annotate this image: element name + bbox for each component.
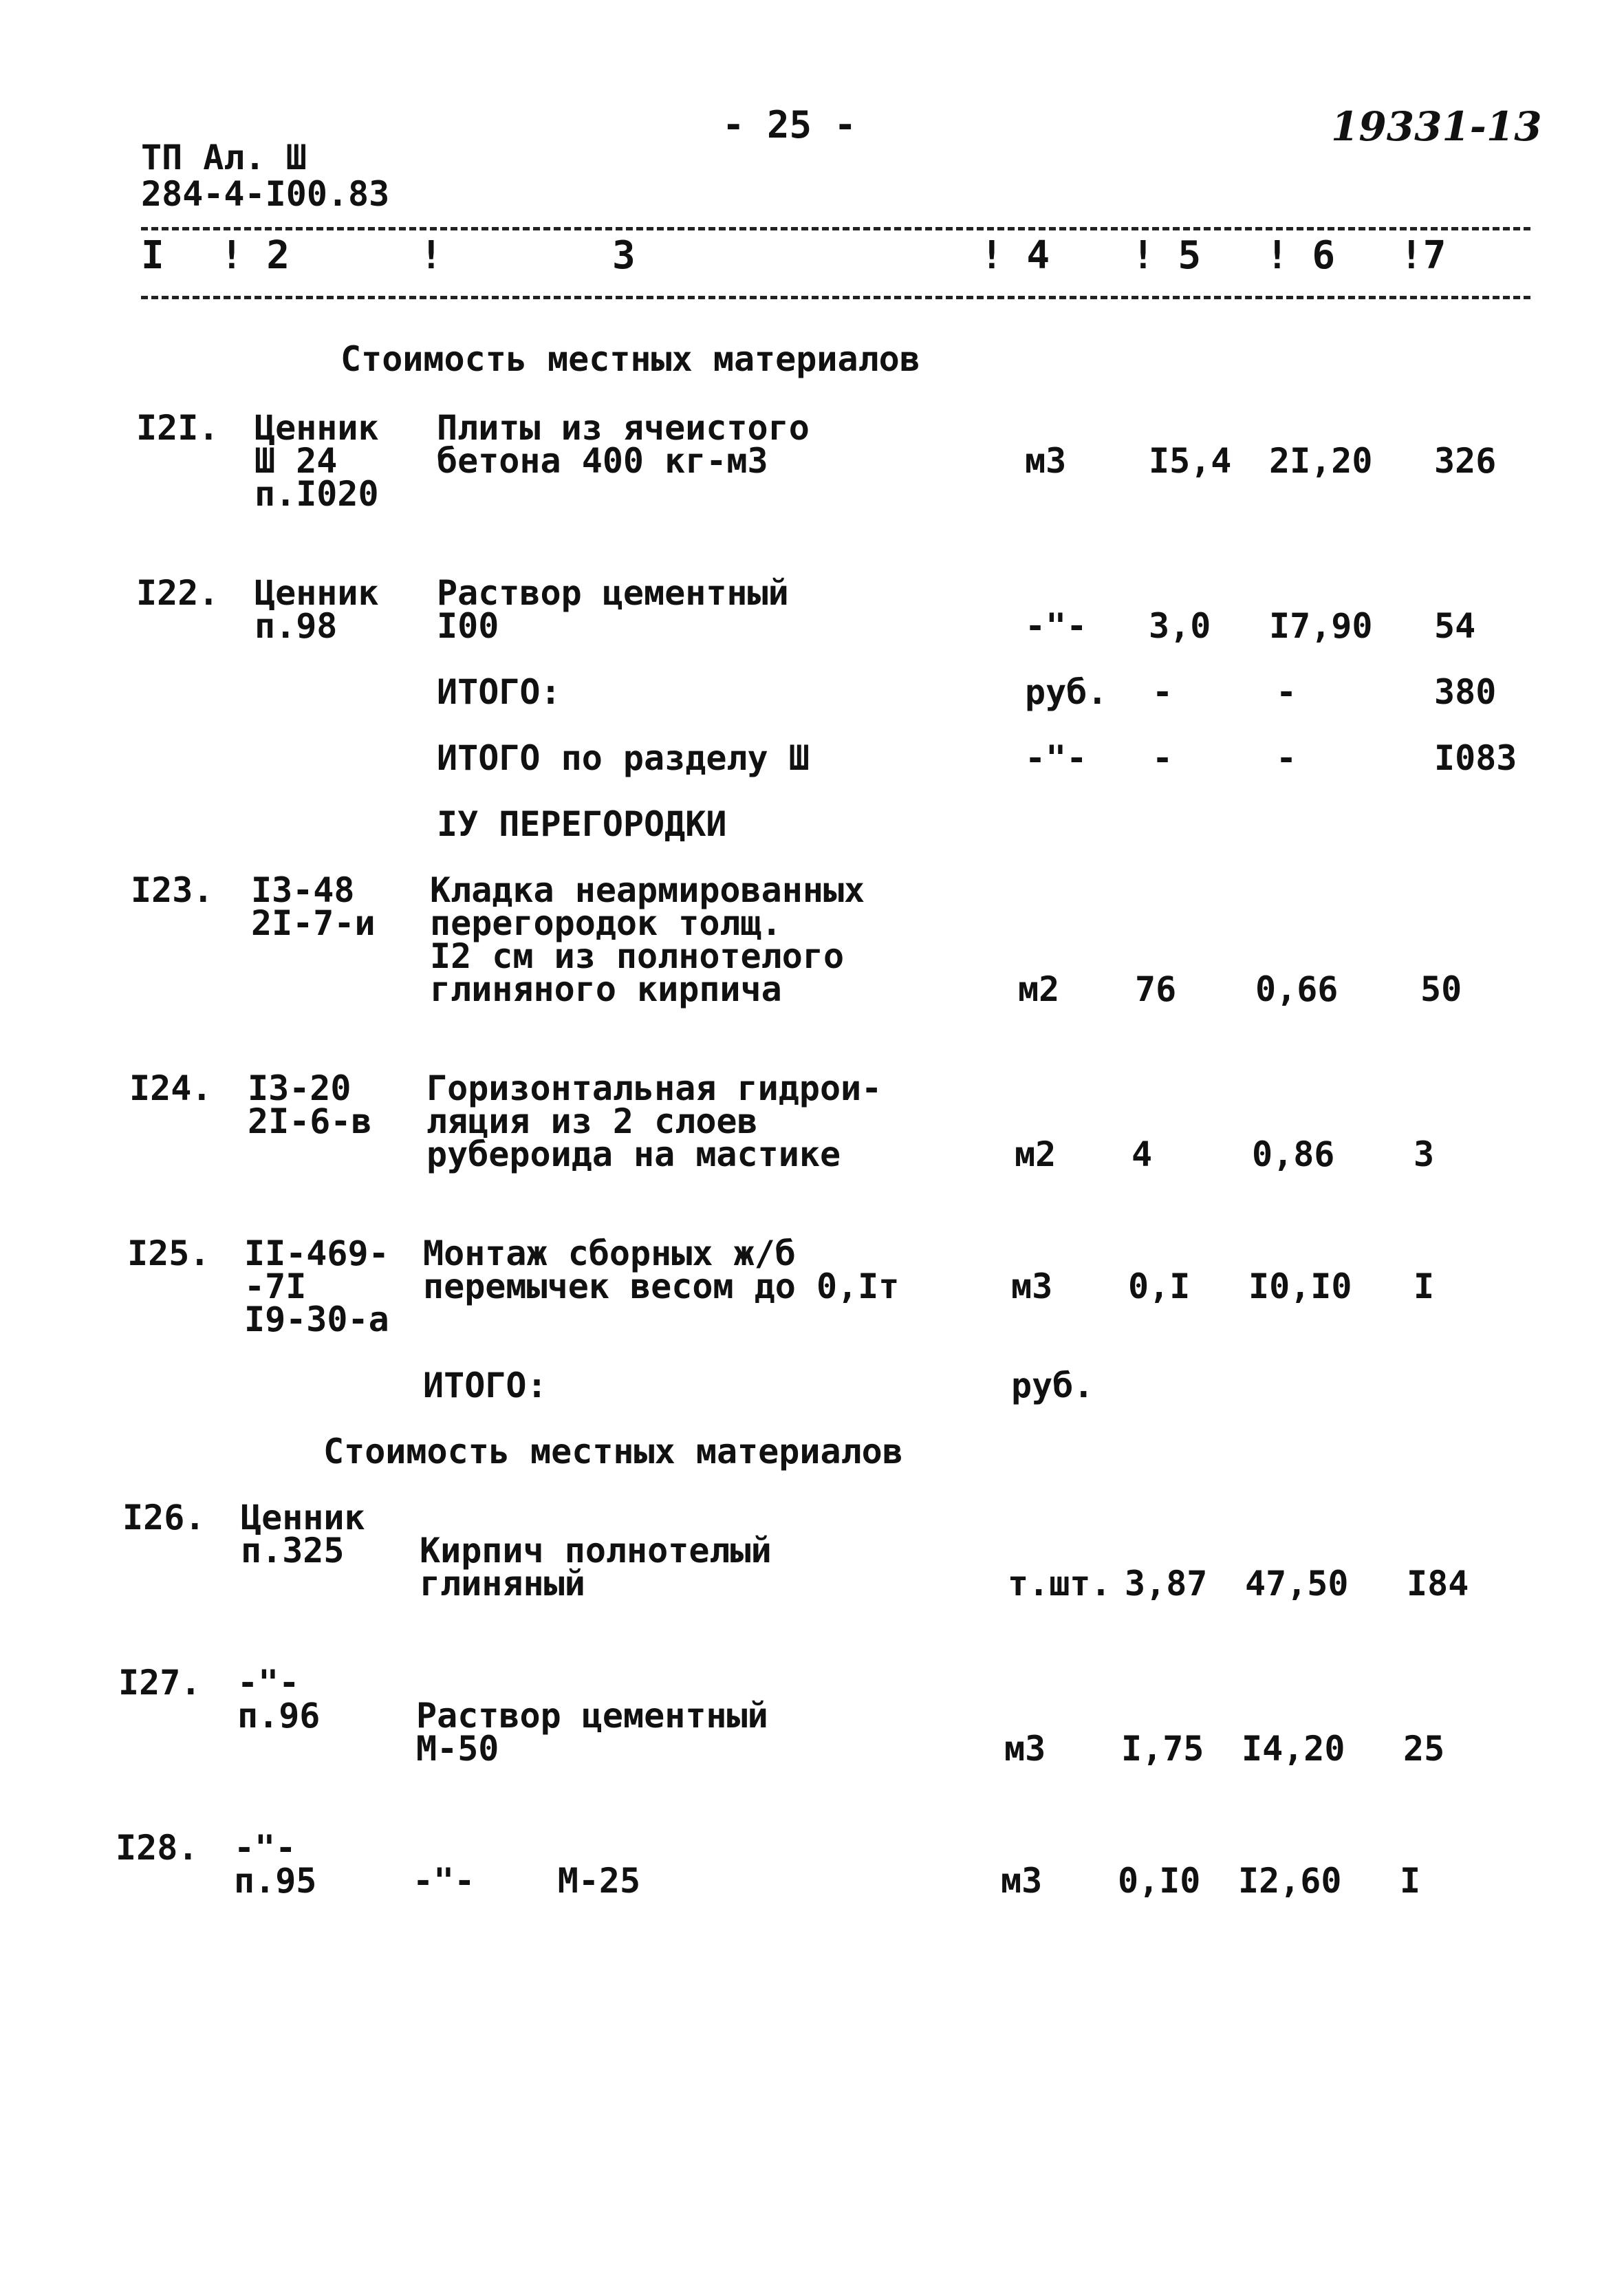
row-121-total: 326	[1434, 441, 1497, 481]
row-123-unit: м2	[1018, 969, 1060, 1009]
row-127-unit: м3	[1004, 1729, 1046, 1769]
row-126-total: I84	[1407, 1564, 1469, 1604]
col-2: ! 2	[220, 233, 290, 278]
row-124-desc-2: ляция из 2 слоев	[426, 1101, 758, 1141]
row-123-total: 50	[1420, 969, 1462, 1009]
row-125-price: I0,I0	[1248, 1266, 1352, 1306]
row-125-total: I	[1414, 1266, 1435, 1306]
row-126-qty: 3,87	[1125, 1564, 1208, 1604]
row-127-desc-2: М-50	[416, 1729, 499, 1769]
row-122-code-2: п.98	[255, 606, 338, 646]
col-sep: !	[420, 233, 443, 278]
row-123-desc-4: глиняного кирпича	[430, 969, 782, 1009]
row-126-code-1: Ценник	[241, 1498, 365, 1538]
section-iv-title: IУ ПЕРЕГОРОДКИ	[437, 804, 727, 844]
row-123-desc-1: Кладка неармированных	[430, 870, 865, 910]
row-121-desc-1: Плиты из ячеистого	[437, 408, 810, 448]
row-127-code-1: -"-	[237, 1663, 300, 1703]
row-123-qty: 76	[1135, 969, 1177, 1009]
total-2-unit: руб.	[1011, 1366, 1094, 1405]
row-122-qty: 3,0	[1149, 606, 1211, 646]
row-125-qty: 0,I	[1128, 1266, 1191, 1306]
row-121-unit: м3	[1025, 441, 1067, 481]
row-126-desc-2: глиняный	[420, 1564, 585, 1604]
row-123-price: 0,66	[1255, 969, 1339, 1009]
row-127-price: I4,20	[1242, 1729, 1345, 1769]
row-122-total: 54	[1434, 606, 1476, 646]
row-125-code-2: -7I	[244, 1266, 307, 1306]
row-126-num: I26.	[122, 1498, 206, 1538]
row-124-code-2: 2I-6-в	[248, 1101, 372, 1141]
row-125-unit: м3	[1011, 1266, 1053, 1306]
row-123-code-1: I3-48	[251, 870, 355, 910]
row-128-qty: 0,I0	[1118, 1861, 1201, 1901]
row-121-price: 2I,20	[1269, 441, 1373, 481]
col-3: 3	[612, 233, 636, 278]
total-2-label: ИТОГО:	[423, 1366, 548, 1405]
row-127-desc-1: Раствор цементный	[416, 1696, 768, 1736]
header-rule-bottom	[141, 296, 1530, 299]
row-122-price: I7,90	[1269, 606, 1373, 646]
col-4: ! 4	[980, 233, 1050, 278]
section-local-materials-2: Стоимость местных материалов	[323, 1432, 903, 1471]
row-121-desc-2: бетона 400 кг-м3	[437, 441, 768, 481]
total-section-3-total: I083	[1434, 738, 1517, 778]
total-1-qty: -	[1152, 672, 1173, 712]
row-126-price: 47,50	[1245, 1564, 1349, 1604]
row-126-code-2: п.325	[241, 1531, 345, 1571]
col-7: !7	[1400, 233, 1447, 278]
row-124-price: 0,86	[1252, 1134, 1335, 1174]
row-124-code-1: I3-20	[248, 1068, 351, 1108]
row-124-qty: 4	[1132, 1134, 1153, 1174]
row-126-desc-1: Кирпич полнотелый	[420, 1531, 772, 1571]
total-section-3-qty: -	[1152, 738, 1173, 778]
row-121-qty: I5,4	[1149, 441, 1232, 481]
row-124-desc-3: рубероида на мастике	[426, 1134, 841, 1174]
row-127-num: I27.	[118, 1663, 202, 1703]
row-128-code-1: -"-	[234, 1828, 296, 1868]
total-section-3-unit: -"-	[1025, 738, 1087, 778]
row-125-code-3: I9-30-а	[244, 1300, 389, 1339]
row-121-code-2: Ш 24	[255, 441, 338, 481]
row-121-code-3: п.I020	[255, 474, 379, 514]
doc-code-line1: ТП Ал. Ш	[141, 138, 307, 177]
col-1: I	[141, 233, 164, 278]
row-121-num: I2I.	[136, 408, 219, 448]
row-128-total: I	[1400, 1861, 1421, 1901]
doc-code-line2: 284-4-I00.83	[141, 174, 390, 214]
row-128-num: I28.	[116, 1828, 199, 1868]
row-121-code-1: Ценник	[255, 408, 379, 448]
row-125-code-1: II-469-	[244, 1233, 389, 1273]
row-122-num: I22.	[136, 573, 219, 613]
row-124-num: I24.	[129, 1068, 213, 1108]
row-122-desc-2: I00	[437, 606, 499, 646]
row-126-unit: т.шт.	[1008, 1564, 1112, 1604]
row-123-desc-2: перегородок толщ.	[430, 903, 782, 943]
total-section-3-label: ИТОГО по разделу Ш	[437, 738, 810, 778]
section-local-materials-1: Стоимость местных материалов	[340, 339, 920, 379]
row-124-total: 3	[1414, 1134, 1435, 1174]
row-127-total: 25	[1403, 1729, 1445, 1769]
row-123-num: I23.	[131, 870, 214, 910]
total-1-price: -	[1276, 672, 1297, 712]
row-122-desc-1: Раствор цементный	[437, 573, 789, 613]
row-125-desc-2: перемычек весом до 0,Iт	[423, 1266, 900, 1306]
row-123-code-2: 2I-7-и	[251, 903, 376, 943]
row-128-unit: м3	[1001, 1861, 1043, 1901]
row-124-unit: м2	[1015, 1134, 1057, 1174]
row-123-desc-3: I2 см из полнотелого	[430, 936, 845, 976]
row-122-unit: -"-	[1025, 606, 1087, 646]
row-124-desc-1: Горизонтальная гидрои-	[426, 1068, 883, 1108]
total-1-total: 380	[1434, 672, 1497, 712]
total-1-unit: руб.	[1025, 672, 1108, 712]
row-128-desc-1: -"- М-25	[413, 1861, 641, 1901]
row-127-code-2: п.96	[237, 1696, 321, 1736]
row-128-code-2: п.95	[234, 1861, 317, 1901]
total-1-label: ИТОГО:	[437, 672, 561, 712]
total-section-3-price: -	[1276, 738, 1297, 778]
col-6: ! 6	[1266, 233, 1336, 278]
inventory-number: 19331-13	[1331, 103, 1542, 150]
row-127-qty: I,75	[1121, 1729, 1204, 1769]
row-125-num: I25.	[127, 1233, 210, 1273]
col-5: ! 5	[1132, 233, 1202, 278]
page-number: - 25 -	[722, 103, 857, 147]
row-125-desc-1: Монтаж сборных ж/б	[423, 1233, 796, 1273]
header-rule-top	[141, 227, 1530, 230]
row-128-price: I2,60	[1238, 1861, 1342, 1901]
row-122-code-1: Ценник	[255, 573, 379, 613]
